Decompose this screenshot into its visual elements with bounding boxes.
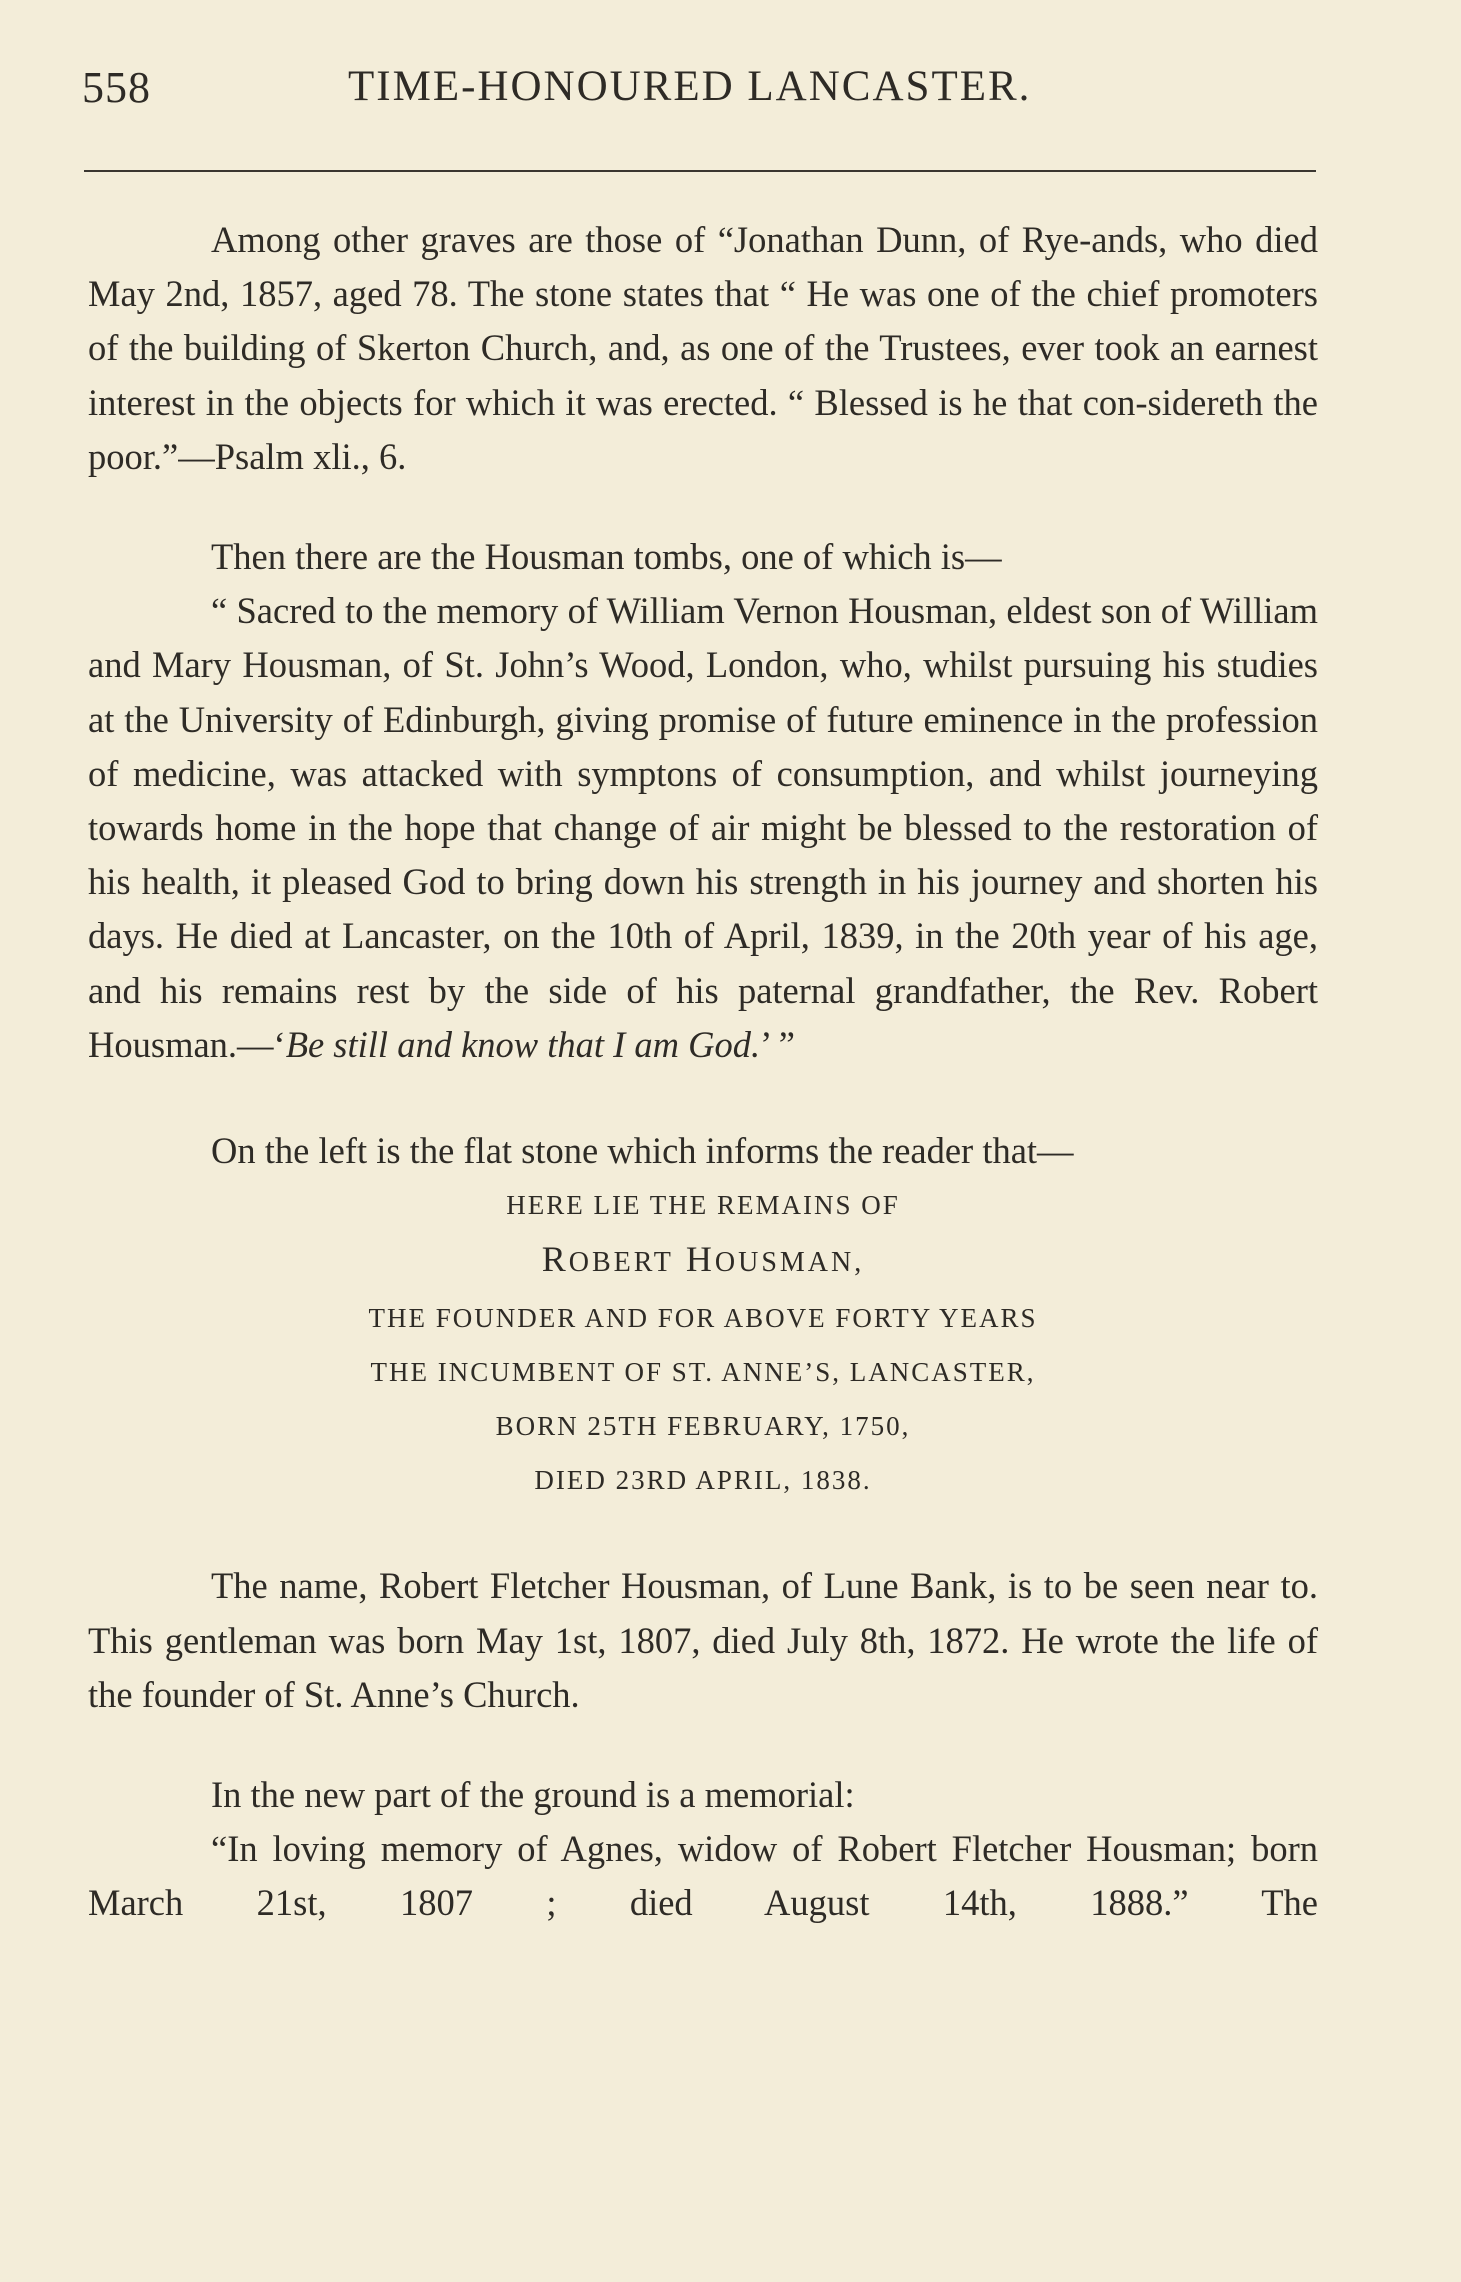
inscription-name: ROBERT HOUSMAN, (541, 1239, 865, 1280)
paragraph-flat-stone: On the left is the flat stone which informs the reader that— (211, 1130, 1074, 1172)
paragraph-dunn: Among other graves are those of “Jonathan Dunn, of Rye-ands, who died May 2nd, 1857, aged 78. The stone states that “ He was one of the chief promoters of the building of Skerton Church, and, as one of the Trustees, ever took an earnest interest in the objects for which it was erected. “ Blessed is he that con-sidereth the poor.”—Psalm xli., 6. (88, 219, 1318, 477)
spacer (88, 1507, 1318, 1559)
page-body (88, 213, 1318, 1931)
inscription-line: HERE LIE THE REMAINS OF (506, 1190, 900, 1221)
inscription-line: DIED 23RD APRIL, 1838. (534, 1465, 872, 1496)
paragraph-housman-tombs: Then there are the Housman tombs, one of which is— (211, 536, 1002, 578)
spacer (88, 1722, 1318, 1768)
inscription-line: THE INCUMBENT OF ST. ANNE’S, LANCASTER, (370, 1356, 1036, 1387)
epitaph-close: ’ ” (760, 1023, 795, 1065)
epitaph-quote: Be still and know that I am God. (285, 1023, 761, 1065)
paragraph-vernon-housman (88, 584, 1318, 1072)
spacer (88, 1072, 1318, 1124)
paragraph-memorial: In the new part of the ground is a memorial: (211, 1774, 855, 1816)
paragraph-fletcher-housman: The name, Robert Fletcher Housman, of Lune Bank, is to be seen near to. This gentleman was born May 1st, 1807, died July 8th, 1872. He wrote the life of the founder of St. Anne’s Church. (88, 1565, 1318, 1715)
paragraph-agnes: “In loving memory of Agnes, widow of Robert Fletcher Housman; born March 21st, 1807 ; died August 14th, 1888.” The (88, 1828, 1318, 1924)
running-header (82, 62, 1314, 122)
inscription-line: BORN 25TH FEBRUARY, 1750, (495, 1411, 911, 1442)
header-rule (84, 170, 1316, 172)
inscription-block (88, 1178, 1318, 1507)
running-title: TIME-HONOURED LANCASTER. (348, 63, 1032, 110)
page-number: 558 (82, 63, 151, 112)
epitaph-text: “ Sacred to the memory of William Vernon Housman, eldest son of William and Mary Housman, of St. John’s Wood, London, who, whilst pursuing his studies at the University of Edinburgh, giving promise of future eminence in the profession of medicine, was attacked with symptons of consumption, and whilst journeying towards home in the hope that change of air might be blessed to the restoration of his health, it pleased God to bring down his strength in his journey and shorten his days. He died at Lancaster, on the 10th of April, 1839, in the 20th year of his age, and his remains rest by the side of his paternal grandfather, the Rev. Robert Housman.—‘ (88, 590, 1318, 1065)
inscription-line: THE FOUNDER AND FOR ABOVE FORTY YEARS (368, 1302, 1038, 1333)
spacer (88, 484, 1318, 530)
